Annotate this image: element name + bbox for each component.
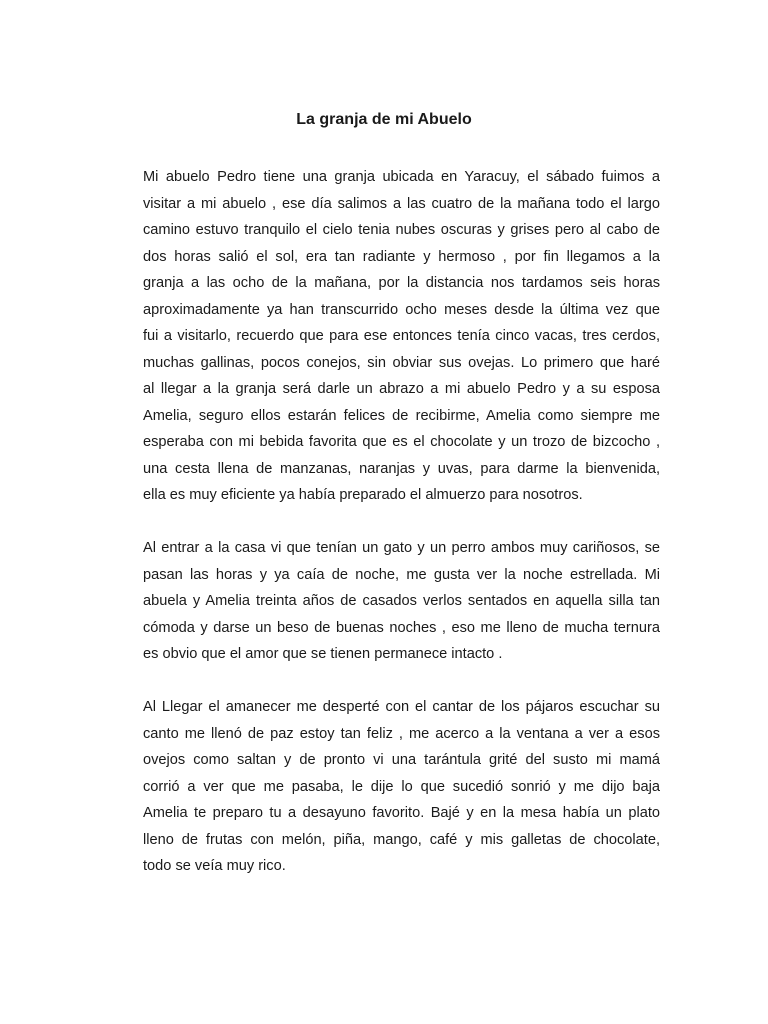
text-line: aproximadamente ya han transcurrido ocho meses desde la última vez que bbox=[143, 301, 660, 318]
text-line: Amelia, seguro ellos estarán felices de recibirme, Amelia como siempre me bbox=[143, 407, 660, 424]
text-line: fui a visitarlo, recuerdo que para ese entonces tenía cinco vacas, tres cerdos, bbox=[143, 328, 660, 344]
document-body bbox=[143, 164, 660, 906]
paragraph-3 bbox=[143, 694, 660, 880]
text-line: visitar a mi abuelo , ese día salimos a las cuatro de la mañana todo el largo bbox=[143, 195, 660, 212]
text-line: camino estuvo tranquilo el cielo tenia nubes oscuras y grises pero al cabo de bbox=[143, 222, 660, 238]
text-line: al llegar a la granja será darle un abrazo a mi abuelo Pedro y a su esposa bbox=[143, 381, 660, 397]
paragraph-1 bbox=[143, 164, 660, 509]
text-line: es obvio que el amor que se tienen permanece intacto . bbox=[143, 646, 503, 662]
text-line: Al Llegar el amanecer me desperté con el cantar de los pájaros escuchar su bbox=[143, 699, 660, 715]
paragraph-2 bbox=[143, 535, 660, 668]
text-line: canto me llenó de paz estoy tan feliz , me acerco a la ventana a ver a esos bbox=[143, 725, 660, 742]
text-line: corrió a ver que me pasaba, le dije lo que sucedió sonrió y me dijo baja bbox=[143, 778, 660, 795]
text-line: todo se veía muy rico. bbox=[143, 858, 286, 874]
text-line: pasan las horas y ya caía de noche, me gusta ver la noche estrellada. Mi bbox=[143, 566, 660, 583]
text-line: muchas gallinas, pocos conejos, sin obviar sus ovejas. Lo primero que haré bbox=[143, 354, 660, 371]
text-line: cómoda y darse un beso de buenas noches , eso me lleno de mucha ternura bbox=[143, 619, 660, 636]
text-line: granja a las ocho de la mañana, por la distancia nos tardamos seis horas bbox=[143, 275, 660, 291]
text-line: dos horas salió el sol, era tan radiante y hermoso , por fin llegamos a la bbox=[143, 248, 660, 265]
text-line: Al entrar a la casa vi que tenían un gato y un perro ambos muy cariñosos, se bbox=[143, 540, 660, 556]
text-line: lleno de frutas con melón, piña, mango, café y mis galletas de chocolate, bbox=[143, 831, 660, 848]
text-line: Amelia te preparo tu a desayuno favorito. Bajé y en la mesa había un plato bbox=[143, 805, 660, 821]
text-line: abuela y Amelia treinta años de casados verlos sentados en aquella silla tan bbox=[143, 593, 660, 609]
text-line: ovejos como saltan y de pronto vi una tarántula grité del susto mi mamá bbox=[143, 752, 660, 768]
text-line: esperaba con mi bebida favorita que es el chocolate y un trozo de bizcocho , bbox=[143, 434, 660, 450]
document-title: La granja de mi Abuelo bbox=[296, 111, 472, 128]
text-line: ella es muy eficiente ya había preparado el almuerzo para nosotros. bbox=[143, 487, 583, 503]
text-line: una cesta llena de manzanas, naranjas y uvas, para darme la bienvenida, bbox=[143, 460, 660, 477]
text-line: Mi abuelo Pedro tiene una granja ubicada en Yaracuy, el sábado fuimos a bbox=[143, 169, 660, 185]
